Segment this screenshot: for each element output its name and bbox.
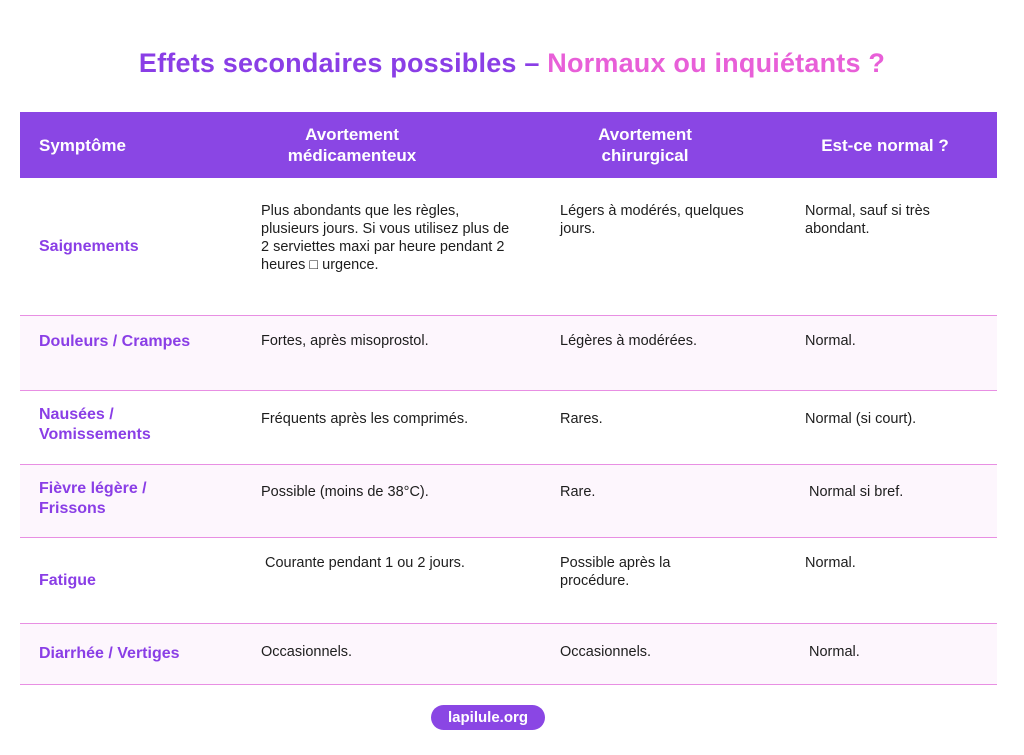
symptom-cell: Nausées / Vomissements [39, 406, 151, 443]
medical-cell: Occasionnels. [261, 644, 353, 660]
symptom-cell: Fièvre légère / Frissons [39, 480, 147, 517]
table-row [20, 178, 997, 316]
surgical-cell: Occasionnels. [560, 644, 652, 660]
surgical-cell: Rare. [560, 484, 596, 500]
title-highlight: Normaux ou inquiétants ? [547, 48, 886, 78]
normal-cell: Normal, sauf si très abondant. [805, 203, 930, 237]
normal-cell: Normal (si court). [805, 411, 917, 427]
table-row [20, 465, 997, 538]
symptom-cell: Diarrhée / Vertiges [39, 645, 180, 662]
title-main: Effets secondaires possibles – [138, 48, 540, 78]
table-row [20, 316, 997, 391]
header-medical: Avortement médicamenteux [287, 125, 417, 165]
table-row [20, 624, 997, 685]
medical-cell: Possible (moins de 38°C). [261, 484, 429, 500]
symptom-cell: Saignements [39, 237, 139, 255]
surgical-cell: Légères à modérées. [560, 333, 698, 349]
normal-cell: Normal. [805, 333, 856, 349]
medical-cell: Plus abondants que les règles, plusieurs jours. Si vous utilisez plus de 2 serviettes maxi par heure pendant 2 heures □ urgence. [261, 203, 510, 273]
brand-logo [431, 705, 545, 730]
table-row [20, 391, 997, 465]
surgical-cell: Légers à modérés, quelques jours. [560, 203, 744, 237]
normal-cell: Normal. [809, 644, 860, 660]
medical-cell: Courante pendant 1 ou 2 jours. [265, 555, 465, 571]
normal-cell: Normal si bref. [809, 484, 904, 500]
side-effects-table [20, 112, 997, 685]
page-title [0, 48, 1024, 79]
medical-cell: Fortes, après misoprostol. [261, 333, 429, 349]
table-row [20, 538, 997, 624]
header-normal: Est-ce normal ? [821, 135, 949, 155]
normal-cell: Normal. [805, 555, 856, 571]
surgical-cell: Rares. [560, 411, 603, 427]
medical-cell: Fréquents après les comprimés. [261, 411, 469, 427]
brand-text: lapilule.org [447, 709, 528, 726]
surgical-cell: Possible après la procédure. [560, 555, 671, 589]
header-surgical: Avortement chirurgical [598, 125, 692, 165]
symptom-cell: Fatigue [39, 571, 96, 589]
table-header [20, 112, 997, 178]
header-symptom: Symptôme [39, 135, 126, 155]
symptom-cell: Douleurs / Crampes [39, 333, 191, 350]
